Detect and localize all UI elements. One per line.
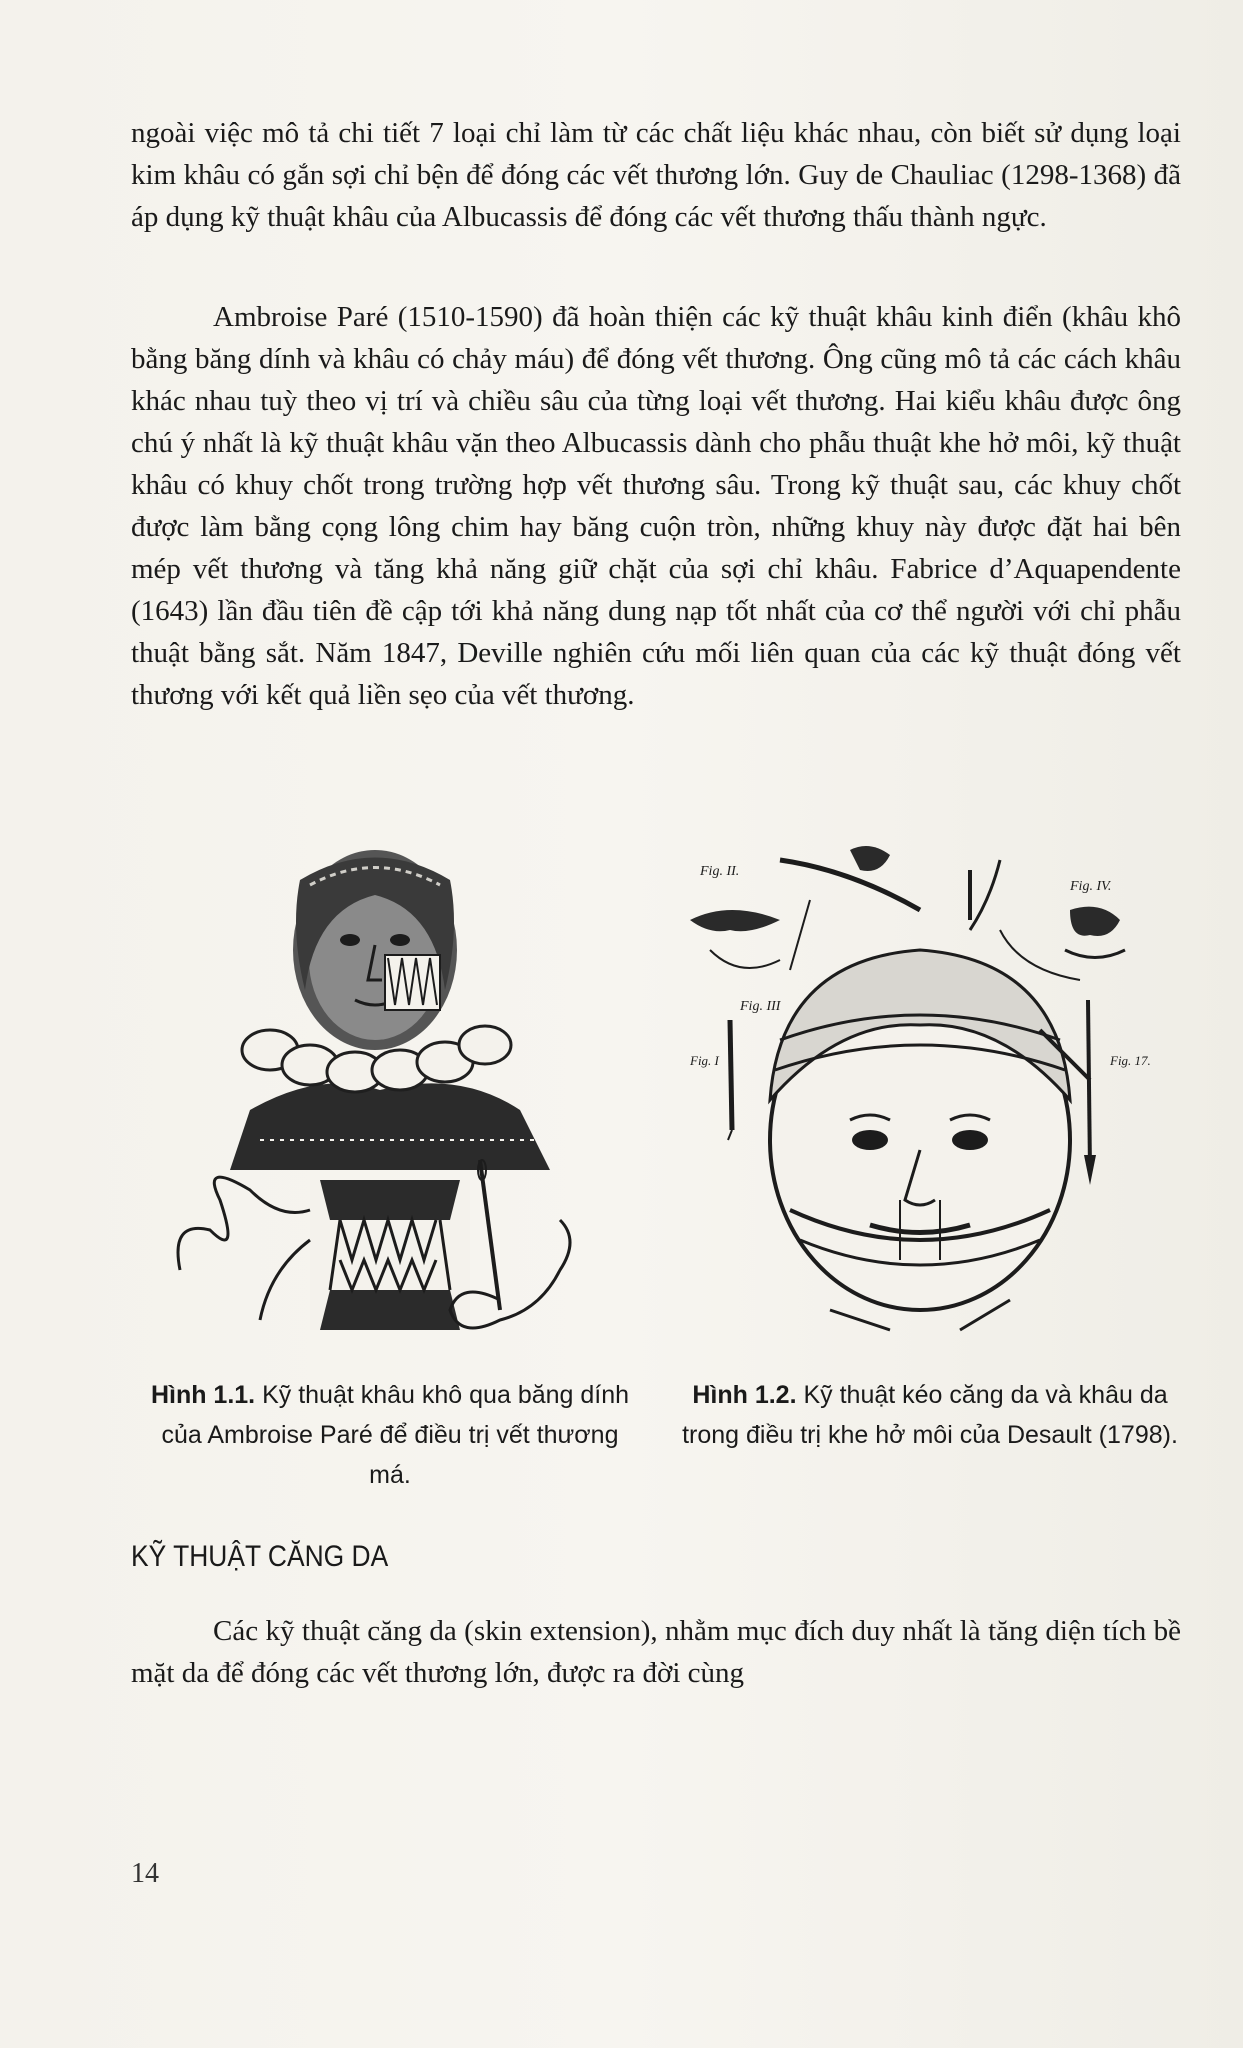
figure-1-1-text: Kỹ thuật khâu khô qua băng dính của Ambroise Paré để điều trị vết thương má. (161, 1381, 630, 1489)
pare-woodcut-image (160, 840, 630, 1340)
fig-4-label: Fig. IV. (1070, 879, 1112, 894)
paragraph-3: Các kỹ thuật căng da (skin extension), nhằm mục đích duy nhất là tăng diện tích bề mặt da để đóng các vết thương lớn, được ra đời cùng (131, 1615, 1181, 1689)
figure-1-2-text: Kỹ thuật kéo căng da và khâu da trong điều trị khe hở môi của Desault (1798). (682, 1381, 1178, 1449)
figure-1-1-illustration (160, 840, 630, 1340)
figure-1-2-illustration (670, 840, 1170, 1350)
paragraph-1: ngoài việc mô tả chi tiết 7 loại chỉ làm từ các chất liệu khác nhau, còn biết sử dụng loại kim khâu có gắn sợi chỉ bện để đóng các vết thương lớn. Guy de Chauliac (1298-1368) đã áp dụng kỹ thuật khâu của Albucassis để đóng các vết thương thấu thành ngực. (131, 117, 1181, 233)
page-number: 14 (131, 1858, 159, 1889)
paragraph-2: Ambroise Paré (1510-1590) đã hoàn thiện các kỹ thuật khâu kinh điển (khâu khô bằng băng dính và khâu có chảy máu) để đóng vết thương. Ông cũng mô tả các cách khâu khác nhau tuỳ theo vị trí và chiều sâu của từng loại vết thương. Hai kiểu khâu được ông chú ý nhất là kỹ thuật khâu vặn theo Albucassis dành cho phẫu thuật khe hở môi, kỹ thuật khâu có khuy chốt trong trường hợp vết thương sâu. Trong kỹ thuật sau, các khuy chốt được làm bằng cọng lông chim hay băng cuộn tròn, những khuy này được đặt hai bên mép vết thương và tăng khả năng giữ chặt của sợi chỉ khâu. Fabrice d’Aquapendente (1643) lần đầu tiên đề cập tới khả năng dung nạp tốt nhất của cơ thể người với chỉ phẫu thuật bằng sắt. Năm 1847, Deville nghiên cứu mối liên quan của các kỹ thuật đóng vết thương với kết quả liền sẹo của vết thương. (131, 301, 1181, 711)
figure-1-1-caption (150, 1375, 630, 1495)
fig-1-label: Fig. I (690, 1053, 719, 1068)
fig-3-label: Fig. III (740, 999, 781, 1014)
figure-1-2-caption (680, 1375, 1180, 1455)
fig-2-label: Fig. II. (700, 864, 740, 879)
fig-17-label: Fig. 17. (1110, 1053, 1151, 1068)
figure-1-1-label: Hình 1.1. (150, 1381, 256, 1409)
figure-1-2-label: Hình 1.2. (692, 1381, 797, 1409)
desault-engraving-image (670, 840, 1170, 1350)
section-heading: KỸ THUẬT CĂNG DA (131, 1540, 389, 1573)
